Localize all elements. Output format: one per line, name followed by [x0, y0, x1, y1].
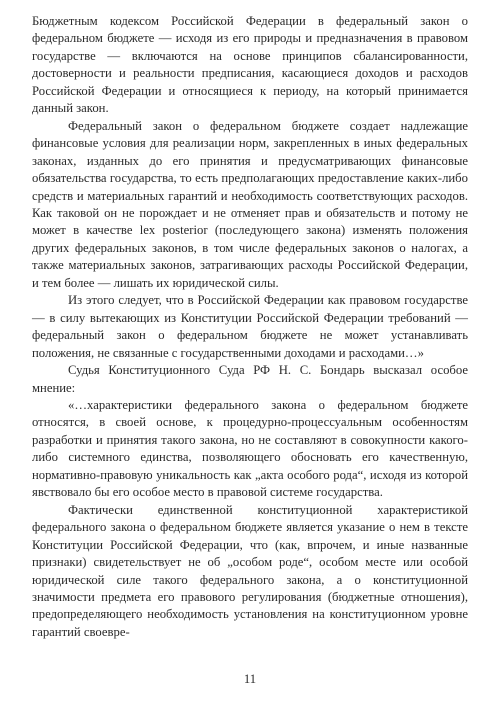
paragraph-5-quote: «…характеристики федерального закона о федеральном бюджете относятся, в своей основе, к процедурно-процессуальным особенностям разработки и принятия такого закона, но не составляют в совокупности какого-либо системного единства, позволяющего обосновать его качественную, нормативно-правовую уникальность как „акта особого рода“, исходя из которой явствовало бы его особое место в правовой системе государства.	[32, 397, 468, 500]
paragraph-6: Фактически единственной конституционной характеристикой федерального закона о федеральном бюджете является указание о нем в тексте Конституции Российской Федерации, что (как, впрочем, и иные названные признаки) свидетельствует не об „особом роде“, особом месте или особой юридической силе такого федерального закона, а о конституционной значимости предмета его правового регулирования (бюджетные отношения), предопределяющего необходимость установления на конституционном уровне гарантий своевре-	[32, 502, 468, 639]
paragraph-4: Судья Конституционного Суда РФ Н. С. Бондарь высказал особое мнение:	[32, 363, 468, 395]
page-number: 11	[243, 672, 257, 686]
paragraph-2: Федеральный закон о федеральном бюджете создает надлежащие финансовые условия для реализации норм, закрепленных в иных федеральных законах, изданных до его принятия и предусматривающих финансовые обязательства государства, то есть предполагающих предоставление каких-либо средств и материальных гарантий и необходимость соответствующих расходов. Как таковой он не порождает и не отменяет прав и обязательств и потому не может в качестве lex posterior (последующего закона) изменять положения других федеральных законов, в том числе федеральных законов о налогах, а также материальных законов, затрагивающих расходы Российской Федерации, и тем более — лишать их юридической силы.	[32, 118, 468, 290]
paragraph-1: Бюджетным кодексом Российской Федерации в федеральный закон о федеральном бюджете — исходя из его природы и предназначения в правовом государстве — включаются на основе принципов сбалансированности, достоверности и реальности предписания, касающиеся доходов и расходов Российской Федерации и относящиеся к периоду, на который принимается данный закон.	[32, 14, 468, 116]
body-text	[32, 13, 468, 641]
paragraph-3: Из этого следует, что в Российской Федерации как правовом государстве — в силу вытекающих из Конституции Российской Федерации требований — федеральный закон о федеральном бюджете не может устанавливать положения, не связанные с государственными доходами и расходами…»	[32, 293, 468, 360]
